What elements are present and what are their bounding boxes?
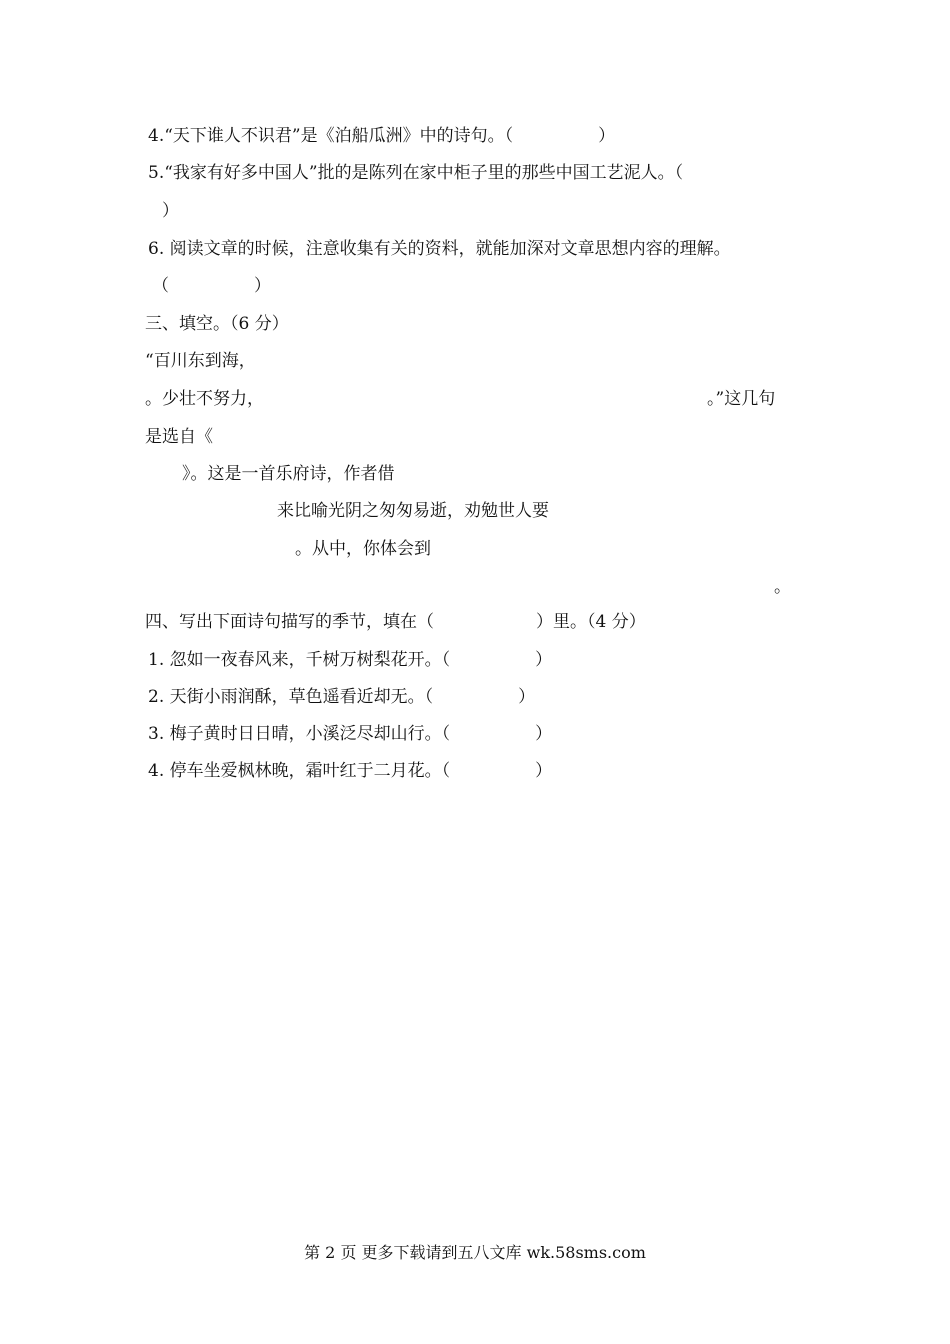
fill-line-5: 来比喻光阴之匆匆易逝，劝勉世人要	[277, 501, 549, 521]
fill-line-7: 。	[774, 577, 791, 597]
judgement-item-6: 6. 阅读文章的时候，注意收集有关的资料，就能加深对文章思想内容的理解。	[148, 239, 731, 259]
page-footer: 第 2 页 更多下载请到五八文库 wk.58sms.com	[304, 1243, 646, 1262]
fill-line-4: 》。这是一首乐府诗，作者借	[182, 464, 395, 484]
judgement-item-5-bracket: ）	[162, 201, 179, 221]
judgement-item-6-bracket: （ ）	[152, 276, 271, 296]
fill-line-6: 。从中，你体会到	[295, 539, 431, 559]
fill-line-1: “百川东到海，	[145, 351, 256, 371]
season-item-3: 3. 梅子黄时日日晴，小溪泛尽却山行。（ ）	[148, 724, 553, 744]
judgement-item-4: 4.“天下谁人不识君”是《泊船瓜洲》中的诗句。（ ）	[148, 126, 616, 146]
season-item-2: 2. 天街小雨润酥，草色遥看近却无。（ ）	[148, 687, 536, 707]
judgement-item-5: 5.“我家有好多中国人”批的是陈列在家中柜子里的那些中国工艺泥人。（	[148, 163, 684, 183]
fill-line-3: 是选自《	[145, 427, 213, 447]
section-3-heading: 三、填空。（6 分）	[145, 314, 289, 334]
season-item-1: 1. 忽如一夜春风来，千树万树梨花开。（ ）	[148, 650, 553, 670]
fill-line-2-left: 。少壮不努力，	[145, 389, 264, 409]
fill-line-2-right: 。”这几句	[707, 389, 776, 409]
season-item-4: 4. 停车坐爱枫林晚，霜叶红于二月花。（ ）	[148, 761, 553, 781]
section-4-heading: 四、写出下面诗句描写的季节，填在（ ）里。（4 分）	[145, 612, 646, 632]
